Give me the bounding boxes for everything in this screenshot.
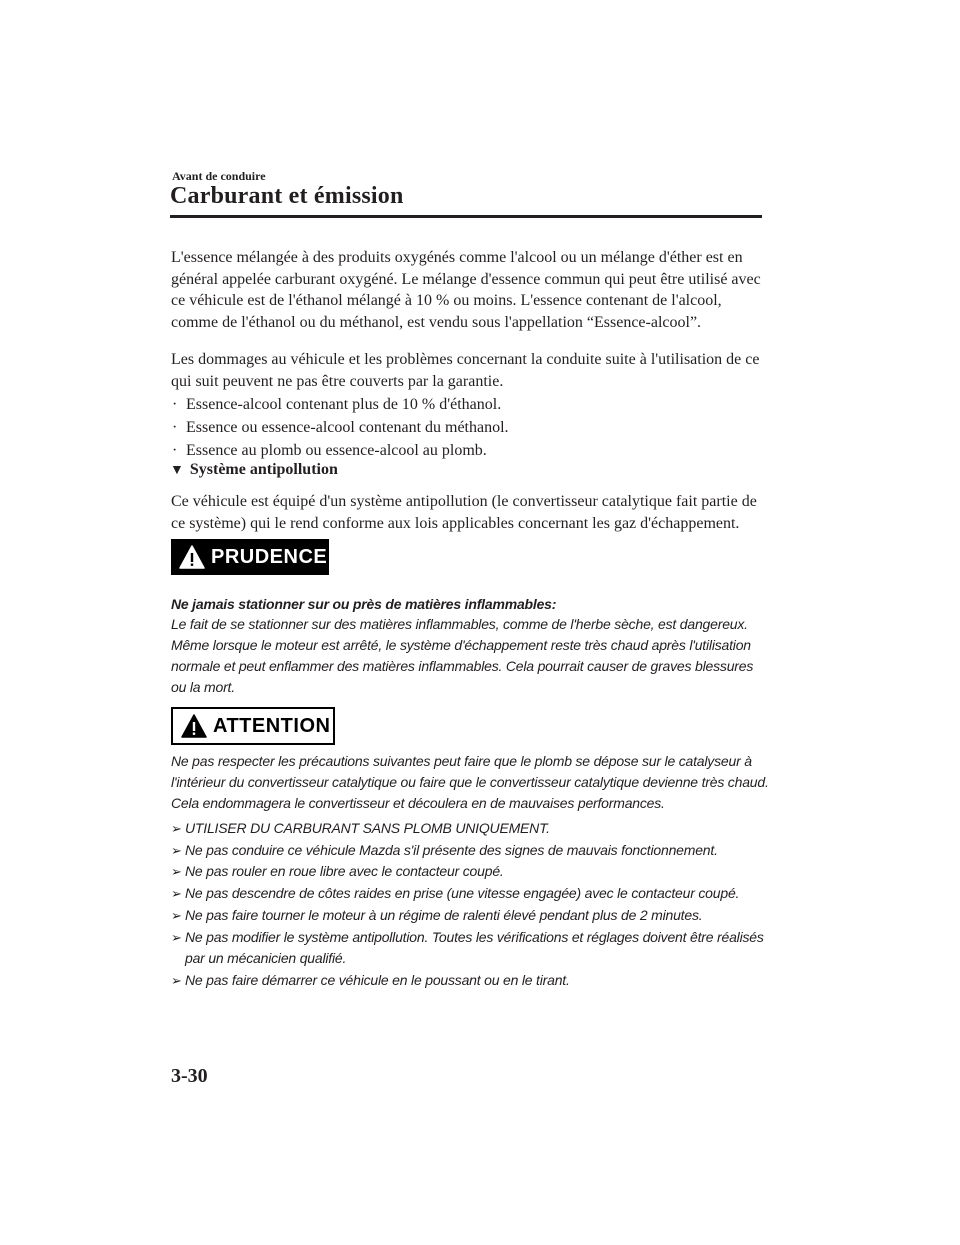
section-label: Avant de conduire <box>172 169 266 183</box>
list-item: · Essence-alcool contenant plus de 10 % d'éthanol. <box>172 393 509 416</box>
page-number: 3-30 <box>171 1065 208 1087</box>
list-item: · Essence au plomb ou essence-alcool au plomb. <box>172 439 509 462</box>
arrow-bullet-icon: ➢ <box>171 907 182 923</box>
arrow-bullet-icon: ➢ <box>171 864 182 880</box>
subheading-emission-system: ▼ Système antipollution <box>170 461 338 478</box>
arrow-bullet-icon: ➢ <box>171 929 182 945</box>
prudence-heading: Ne jamais stationner sur ou près de matières inflammables: <box>171 596 557 612</box>
warning-triangle-icon <box>179 545 205 569</box>
title-divider <box>170 215 762 218</box>
bullet-icon: · <box>172 419 178 436</box>
arrow-bullet-icon: ➢ <box>171 886 182 902</box>
list-item: · Essence ou essence-alcool contenant du méthanol. <box>172 416 509 439</box>
bullet-icon: · <box>172 442 178 459</box>
list-item: ➢ Ne pas descendre de côtes raides en prise (une vitesse engagée) avec le contacteur coupé. <box>171 883 771 905</box>
warning-triangle-icon <box>181 714 207 738</box>
prudence-label: PRUDENCE <box>211 545 328 568</box>
list-item: ➢ Ne pas modifier le système antipollution. Toutes les vérifications et réglages doivent être réalisés par un mécanicien qualifié. <box>171 928 764 967</box>
bullet-icon: · <box>172 396 178 413</box>
list-item: ➢ UTILISER DU CARBURANT SANS PLOMB UNIQUEMENT. <box>171 818 771 840</box>
paragraph-oxygenated-fuel: L'essence mélangée à des produits oxygénés comme l'alcool ou un mélange d'éther est en général appelée carburant oxygéné. Le mélange d'essence commun qui peut être utilisé avec ce véhicule est de l'éthanol mélangé à 10 % ou moins. L'essence contenant de l'alcool, comme de l'éthanol ou du méthanol, est vendu sous l'appellation “Essence-alcool”. <box>171 249 761 331</box>
attention-label: ATTENTION <box>213 714 331 737</box>
attention-precautions-list <box>171 818 771 992</box>
arrow-bullet-icon: ➢ <box>171 842 182 858</box>
list-item: ➢ Ne pas conduire ce véhicule Mazda s'il présente des signes de mauvais fonctionnement. <box>171 840 771 862</box>
list-item: ➢ Ne pas rouler en roue libre avec le contacteur coupé. <box>171 861 771 883</box>
attention-text: Ne pas respecter les précautions suivantes peut faire que le plomb se dépose sur le catalyseur à l'intérieur du convertisseur catalytique ou faire que le convertisseur catalytique devienne très chaud. Cela endommagera le convertisseur et découlera en de mauvaises performances. <box>171 753 769 811</box>
paragraph-warranty: Les dommages au véhicule et les problèmes concernant la conduite suite à l'utilisation de ce qui suit peuvent ne pas être couverts par la garantie. <box>171 351 760 390</box>
warranty-exclusion-list <box>172 393 509 462</box>
arrow-bullet-icon: ➢ <box>171 821 182 836</box>
list-item: ➢ Ne pas faire démarrer ce véhicule en le poussant ou en le tirant. <box>171 970 771 992</box>
attention-banner <box>171 707 335 745</box>
prudence-banner <box>171 539 329 575</box>
list-item: ➢ Ne pas faire tourner le moteur à un régime de ralenti élevé pendant plus de 2 minutes. <box>171 905 771 927</box>
page-title: Carburant et émission <box>170 183 404 209</box>
paragraph-emission-system: Ce véhicule est équipé d'un système antipollution (le convertisseur catalytique fait partie de ce système) qui le rend conforme aux lois applicables concernant les gaz d'échappement. <box>171 493 757 532</box>
prudence-text: Le fait de se stationner sur des matières inflammables, comme de l'herbe sèche, est dangereux. Même lorsque le moteur est arrêté, le système d'échappement reste très chaud après l'utilisation normale et peut enflammer des matières inflammables. Cela pourrait causer de graves blessures ou la mort. <box>171 616 754 695</box>
triangle-down-icon: ▼ <box>170 463 184 478</box>
arrow-bullet-icon: ➢ <box>171 972 182 988</box>
